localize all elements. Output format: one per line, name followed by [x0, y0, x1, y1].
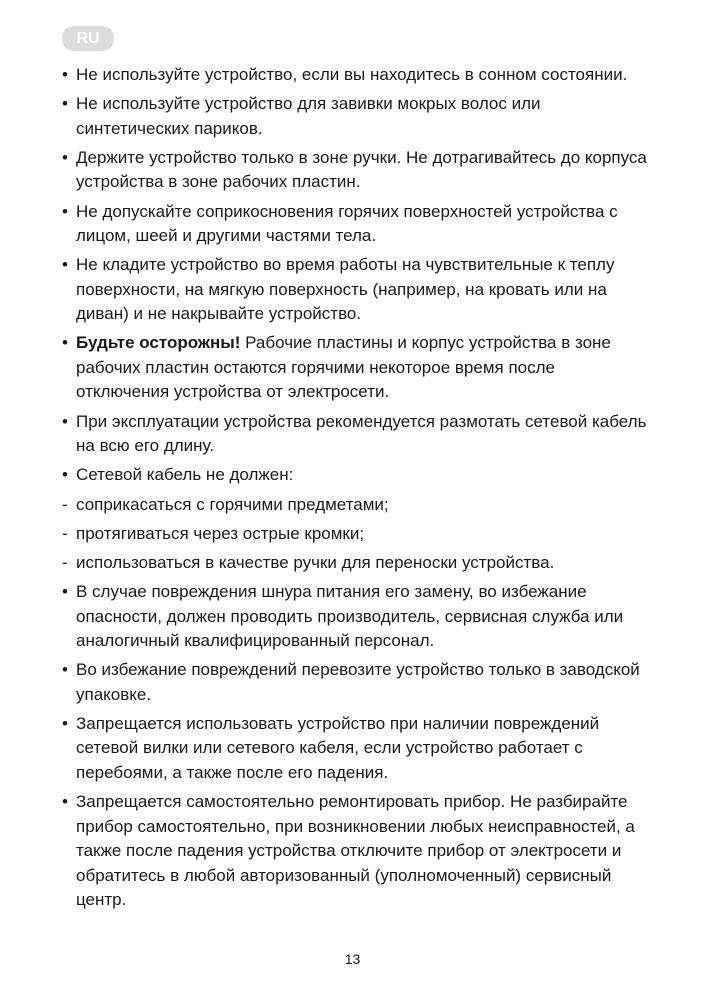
item-text: Не используйте устройство, если вы находитесь в сонном состоянии. [76, 65, 628, 84]
item-text: Запрещается использовать устройство при наличии повреждений сетевой вилки или сетевого кабеля, если устройство работает с перебоями, а также после его падения. [76, 713, 600, 782]
item-text: Рабочие пластины и корпус устройства в зоне рабочих пластин остаются горячими некоторое время после отключения устройства от электросети. [76, 333, 611, 402]
language-badge: RU [62, 26, 114, 51]
list-marker: - [62, 552, 68, 572]
list-marker: • [62, 582, 68, 602]
item-text: В случае повреждения шнура питания его замену, во избежание опасности, должен проводить производитель, сервисная служба или аналогичный квалифицированный персонал. [76, 582, 624, 651]
list-marker: • [62, 94, 68, 114]
list-item [62, 790, 652, 913]
warning-label: Будьте осторожны! [76, 333, 241, 353]
item-text: Не кладите устройство во время работы на чувствительные к теплу поверхности, на мягкую поверхность (например, на кровать или на диван) и не накрывайте устройство. [76, 255, 615, 324]
list-item [62, 410, 652, 459]
item-text: Не допускайте соприкосновения горячих поверхностей устройства с лицом, шеей и другими частями тела. [76, 201, 618, 246]
list-item [62, 551, 652, 576]
list-marker: • [62, 465, 68, 485]
list-marker: • [62, 792, 68, 812]
item-text: соприкасаться с горячими предметами; [76, 494, 389, 514]
list-item [62, 580, 652, 654]
item-text: Не используйте устройство для завивки мокрых волос или синтетических париков. [76, 94, 541, 138]
list-item [62, 146, 652, 195]
safety-instructions-list [62, 63, 652, 917]
list-item [62, 63, 652, 88]
list-marker: • [62, 713, 68, 733]
list-marker: • [62, 411, 68, 431]
list-item [62, 712, 652, 786]
item-text: Во избежание повреждений перевозите устройство только в заводской упаковке. [76, 660, 640, 704]
list-item [62, 658, 652, 707]
item-text: Держите устройство только в зоне ручки. Не дотрагивайтесь до корпуса устройства в зоне рабочих пластин. [76, 147, 647, 192]
item-text: использоваться в качестве ручки для переноски устройства. [76, 552, 555, 572]
list-marker: • [62, 201, 68, 221]
list-marker: - [62, 523, 68, 543]
list-marker: • [62, 660, 68, 680]
list-item [62, 493, 652, 518]
list-item [62, 253, 652, 327]
list-item [62, 200, 652, 249]
list-item [62, 331, 652, 405]
list-marker: • [62, 147, 68, 167]
list-marker: • [62, 333, 68, 353]
item-text: Запрещается самостоятельно ремонтировать прибор. Не разбирайте прибор самостоятельно, при возникновении любых неисправностей, а также после падения устройства отключите прибор от электросети и обратитесь в любой авторизованный (уполномоченный) сервисный центр. [76, 792, 635, 910]
list-item [62, 522, 652, 547]
page-number: 13 [344, 951, 361, 967]
list-marker: - [62, 494, 68, 514]
list-marker: • [62, 65, 68, 84]
item-text: Сетевой кабель не должен: [76, 465, 294, 485]
list-item [62, 463, 652, 488]
item-text: протягиваться через острые кромки; [76, 523, 365, 543]
item-text: При эксплуатации устройства рекомендуется размотать сетевой кабель на всю его длину. [76, 411, 647, 456]
list-marker: • [62, 255, 68, 275]
list-item [62, 92, 652, 141]
